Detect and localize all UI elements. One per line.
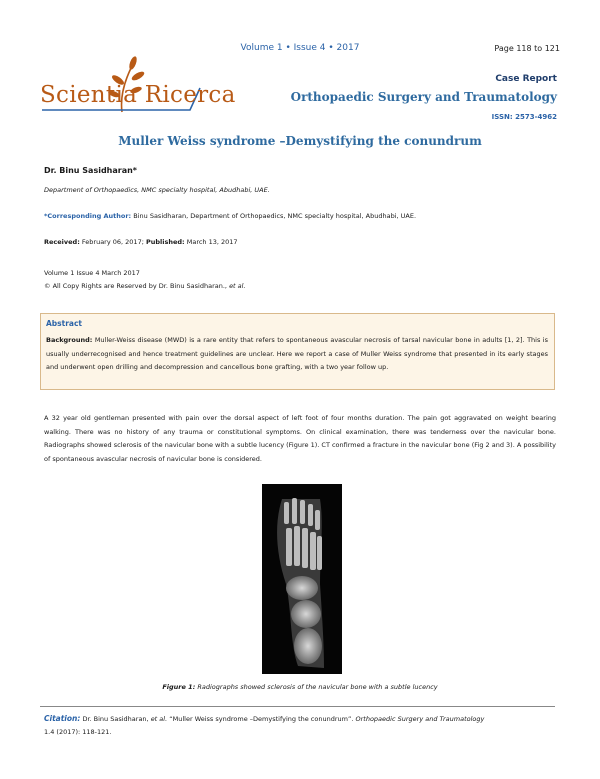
corresponding-label: *Corresponding Author:	[44, 212, 132, 220]
foot-radiograph-image	[262, 484, 342, 674]
publisher-logo	[40, 52, 236, 116]
footer-divider	[40, 706, 555, 707]
corresponding-text: Binu Sasidharan, Department of Orthopaedics, NMC specialty hospital, Abudhabi, UAE.	[133, 212, 417, 220]
journal-name: Orthopaedic Surgery and Traumatology	[290, 90, 557, 104]
figure-label: Figure 1:	[162, 683, 196, 691]
citation-etal: et al.	[150, 715, 168, 723]
abstract-box	[40, 313, 555, 390]
abstract-heading: Abstract	[46, 319, 83, 328]
page-range: Page 118 to 121	[494, 44, 560, 53]
citation-journal: Orthopaedic Surgery and Traumatology	[355, 715, 485, 723]
copyright-text: © All Copy Rights are Reserved by Dr. Binu Sasidharan.,	[44, 282, 227, 290]
figure-caption	[0, 683, 600, 691]
citation	[44, 712, 554, 739]
issn: ISSN: 2573-4962	[491, 113, 557, 121]
figure-caption-text: Radiographs showed sclerosis of the navicular bone with a subtle lucency	[197, 683, 438, 691]
received-date: February 06, 2017;	[81, 238, 144, 246]
copyright-etal: et al.	[229, 282, 246, 290]
logo-wordmark: Scientia Ricerca	[40, 82, 236, 108]
author: Dr. Binu Sasidharan*	[44, 166, 137, 175]
published-label: Published:	[145, 238, 185, 246]
citation-tail: 1.4 (2017): 118-121.	[44, 728, 112, 736]
published-date: March 13, 2017	[186, 238, 238, 246]
affiliation: Department of Orthopaedics, NMC specialty hospital, Abudhabi, UAE.	[44, 186, 270, 194]
abstract-background-label: Background:	[46, 336, 93, 344]
citation-label: Citation:	[44, 714, 81, 723]
body-paragraph: A 32 year old gentleman presented with pain over the dorsal aspect of left foot of four months duration. The pain got aggravated on weight bearing walking. There was no history of any trauma or constitutional symptoms. On clinical examination, there was tenderness over the navicular bone. Radiographs showed sclerosis of the navicular bone with a subtle lucency (Figure 1). CT confirmed a fracture in the navicular bone (Fig 2 and 3). A possibility of spontaneous avascular necrosis of navicular bone is considered.	[44, 414, 556, 463]
copyright	[44, 282, 246, 290]
citation-prefix: Dr. Binu Sasidharan,	[82, 715, 149, 723]
corresponding-author	[44, 212, 416, 220]
citation-title: “Muller Weiss syndrome –Demystifying the conundrum”.	[169, 715, 354, 723]
dates	[44, 238, 238, 246]
abstract-body: Muller-Weiss disease (MWD) is a rare entity that refers to spontaneous avascular necrosis of tarsal navicular bone in adults [1, 2]. This is usually underrecognised and hence treatment guidelines are unclear. Here we report a case of Muller Weiss syndrome that presented in its early stages and underwent open drilling and decompression and cancellous bone grafting, with a two year follow up.	[46, 336, 548, 371]
received-label: Received:	[44, 238, 80, 246]
abstract-text	[46, 334, 548, 375]
volume-issue: Volume 1 • Issue 4 • 2017	[240, 43, 360, 53]
article-title: Muller Weiss syndrome –Demystifying the conundrum	[118, 134, 482, 148]
volume-line: Volume 1 Issue 4 March 2017	[44, 269, 140, 277]
article-type: Case Report	[495, 74, 557, 84]
